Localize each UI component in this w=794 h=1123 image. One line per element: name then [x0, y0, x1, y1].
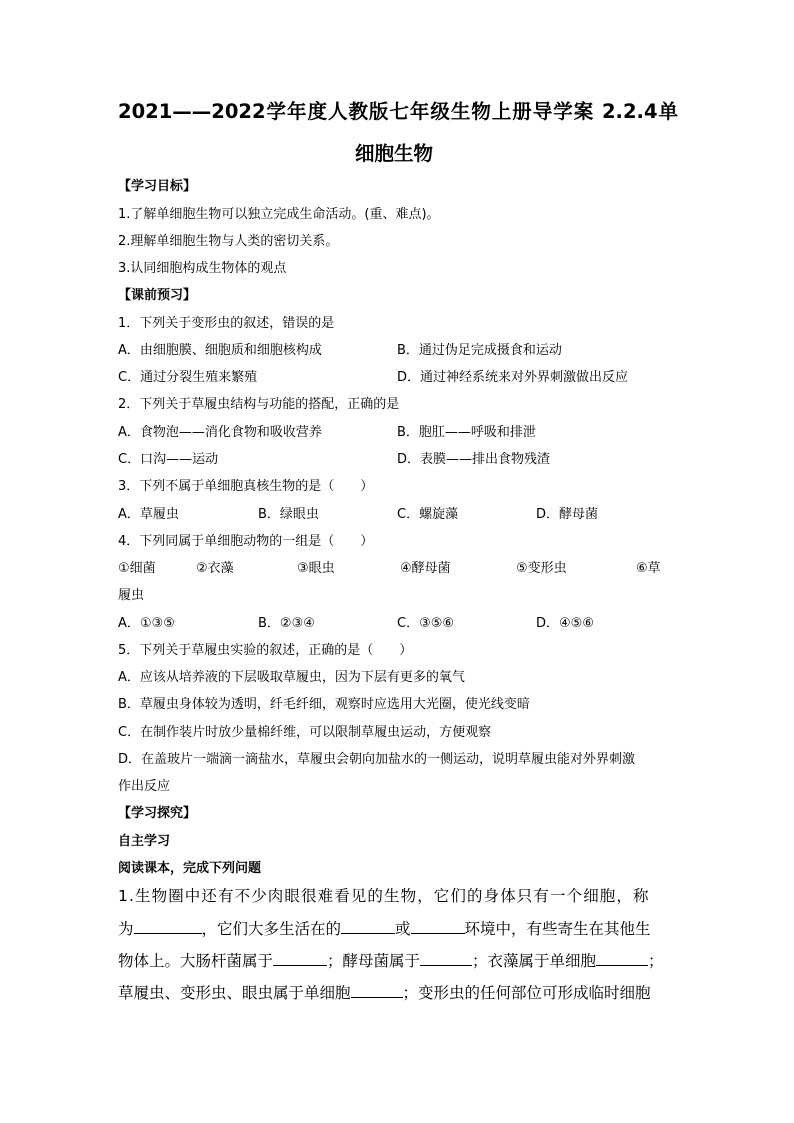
paragraph-text: 草履虫、变形虫、眼虫属于单细胞 [118, 984, 351, 1002]
q2-option-c: C．口沟——运动 [118, 452, 219, 467]
q5-option-b: B．草履虫身体较为透明，纤毛纤细，观察时应选用大光圈，使光线变暗 [118, 697, 530, 712]
paragraph-line-2 [118, 917, 651, 940]
q2-option-a: A．食物泡——消化食物和吸收营养 [118, 425, 322, 440]
fill-blank[interactable] [341, 917, 395, 934]
paragraph-text: ；酵母菌属于 [327, 952, 421, 970]
objectives-heading: 【学习目标】 [118, 179, 197, 194]
q4-item-4: ④酵母菌 [400, 561, 451, 576]
q3-option-a: A．草履虫 [118, 507, 179, 522]
q3-stem: 3．下列不属于单细胞真核生物的是（ ） [118, 479, 374, 494]
paragraph-text: 或 [395, 920, 411, 938]
q2-stem: 2．下列关于草履虫结构与功能的搭配，正确的是 [118, 397, 400, 412]
fill-blank[interactable] [134, 917, 202, 934]
q4-item-6-cont: 履虫 [118, 588, 145, 603]
objective-item-2: 2.理解单细胞生物与人类的密切关系。 [118, 234, 339, 249]
q1-stem: 1．下列关于变形虫的叙述，错误的是 [118, 316, 335, 331]
q4-option-a: A．①③⑤ [118, 616, 175, 631]
q1-option-c: C．通过分裂生殖来繁殖 [118, 370, 258, 385]
page-title-line1: 2021——2022学年度人教版七年级生物上册导学案 2.2.4单 [118, 100, 678, 123]
paragraph-text: 环境中，有些寄生在其他生 [464, 920, 651, 938]
reading-instruction: 阅读课本，完成下列问题 [118, 861, 262, 876]
paragraph-line-4 [118, 981, 651, 1004]
fill-blank[interactable] [596, 949, 648, 966]
q1-option-d: D．通过神经系统来对外界刺激做出反应 [397, 370, 629, 385]
paragraph-text: 物体上。大肠杆菌属于 [118, 952, 274, 970]
q4-item-3: ③眼虫 [297, 561, 335, 576]
q5-option-d: D．在盖玻片一端滴一滴盐水，草履虫会朝向加盐水的一侧运动，说明草履虫能对外界刺激 [118, 752, 636, 767]
preview-heading: 【课前预习】 [118, 288, 197, 303]
fill-blank[interactable] [273, 949, 327, 966]
self-study-heading: 自主学习 [118, 834, 171, 849]
q3-option-d: D．酵母菌 [536, 507, 599, 522]
fill-blank[interactable] [351, 981, 403, 998]
q4-item-6: ⑥草 [636, 561, 661, 576]
paragraph-text: ；衣藻属于单细胞 [472, 952, 597, 970]
q4-item-2: ②衣藻 [196, 561, 234, 576]
q1-option-b: B．通过伪足完成摄食和运动 [397, 343, 562, 358]
fill-blank[interactable] [420, 949, 472, 966]
paragraph-text: ，它们大多生活在的 [201, 920, 342, 938]
paragraph-text: ； [648, 952, 664, 970]
explore-heading: 【学习探究】 [118, 806, 197, 821]
q2-option-d: D．表膜——排出食物残渣 [397, 452, 551, 467]
q4-option-b: B．②③④ [258, 616, 315, 631]
q5-option-c: C．在制作装片时放少量棉纤维，可以限制草履虫运动，方便观察 [118, 725, 492, 740]
paragraph-text: 为 [118, 920, 134, 938]
q3-option-c: C．螺旋藻 [397, 507, 459, 522]
page-title-line2: 细胞生物 [355, 142, 434, 165]
q4-item-5: ⑤变形虫 [516, 561, 567, 576]
paragraph-line-3 [118, 949, 664, 972]
fill-blank[interactable] [411, 917, 465, 934]
objective-item-1: 1.了解单细胞生物可以独立完成生命活动。(重、难点)。 [118, 207, 440, 222]
q3-option-b: B．绿眼虫 [258, 507, 319, 522]
q5-option-a: A．应该从培养液的下层吸取草履虫，因为下层有更多的氧气 [118, 670, 465, 685]
paragraph-line-1: 1.生物圈中还有不少肉眼很难看见的生物，它们的身体只有一个细胞，称 [118, 887, 650, 905]
q4-stem: 4．下列同属于单细胞动物的一组是（ ） [118, 534, 374, 549]
q4-item-1: ①细菌 [118, 561, 156, 576]
q2-option-b: B．胞肛——呼吸和排泄 [397, 425, 536, 440]
q5-option-d-cont: 作出反应 [118, 779, 171, 794]
q4-option-c: C．③⑤⑥ [397, 616, 455, 631]
objective-item-3: 3.认同细胞构成生物体的观点 [118, 261, 287, 276]
q5-stem: 5．下列关于草履虫实验的叙述，正确的是（ ） [118, 643, 413, 658]
q1-option-a: A．由细胞膜、细胞质和细胞核构成 [118, 343, 322, 358]
q4-option-d: D．④⑤⑥ [536, 616, 594, 631]
paragraph-text: ；变形虫的任何部位可形成临时细胞 [402, 984, 651, 1002]
